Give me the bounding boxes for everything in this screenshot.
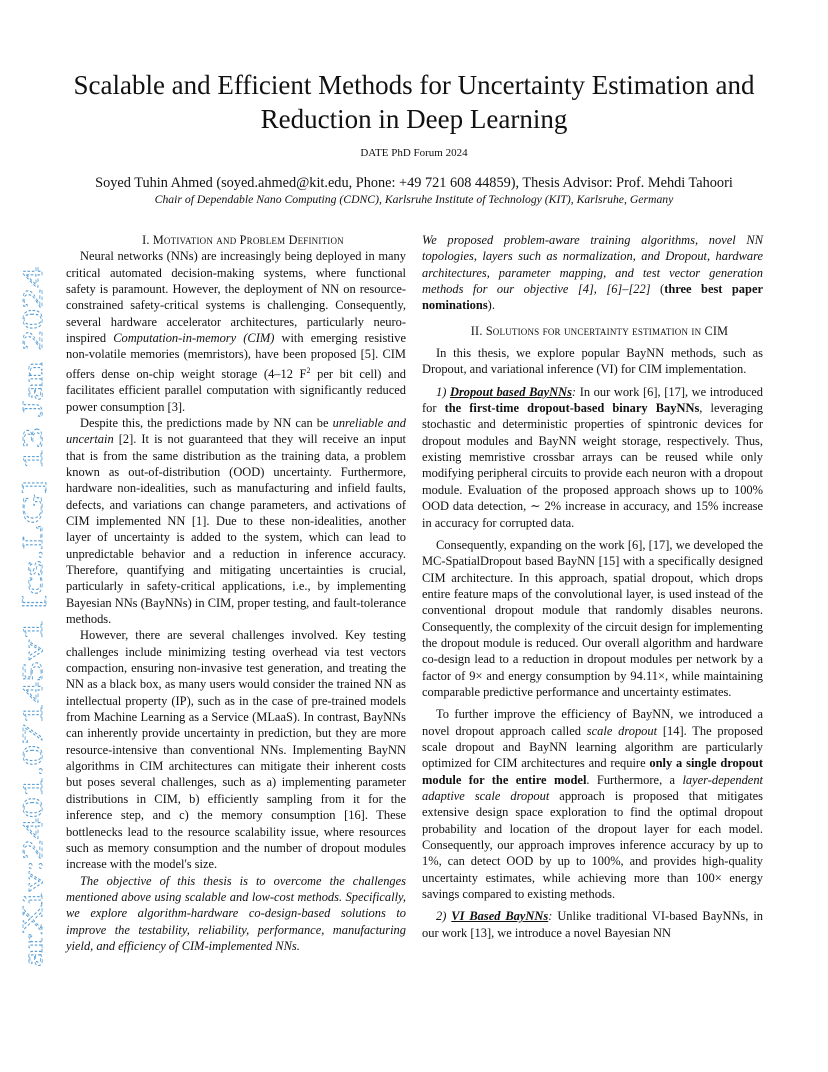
s2s2-title: VI Based BayNNs <box>451 909 549 924</box>
section-2-numeral: II. <box>470 323 486 338</box>
s1p1-d: per bit cell) and facilitates efficient parallel computation with significantly reduced power consumption [3]. <box>66 366 407 414</box>
rt-c: three best paper nominations <box>422 282 763 313</box>
subsection-vi <box>422 908 763 941</box>
section-1-paragraph-4 <box>66 873 406 955</box>
section-2-heading <box>422 323 763 339</box>
section-1-numeral: I. <box>142 233 153 247</box>
s2s1-c: , leveraging stochastic and deterministic properties of spintronic devices for dropout modules and BayNN weight storage, respectively. Thus, existing memristive crossbar arrays can be reused while only modifying peripheral circuits to provide each neuron with a dropout module. Evaluation of the proposed approach shows up to 100% OOD data detection, ∼ 2% increase in accuracy, and 15% increase in accuracy for corrupted data. <box>422 401 763 530</box>
s2p3-e: . Furthermore, a <box>586 772 683 787</box>
right-continuation <box>422 232 763 314</box>
s1p1-sup: 2 <box>306 365 311 375</box>
s2p3-g: approach is proposed that mitigates extensive design space exploration to find the optimal dropout probability and location of the dropout layer for each model. Consequently, our approach improves inference accuracy by up to 1%, can detect OOD by up to 100%, and provides high-quality uncertainty estimates, while achieving more than 100× energy savings compared to existing methods. <box>422 789 764 902</box>
s1p1-b: Computation-in-memory (CIM) <box>113 331 275 346</box>
rt-d: ). <box>487 298 495 313</box>
authors-line: Soyed Tuhin Ahmed (soyed.ahmed@kit.edu, Phone: +49 721 608 44859), Thesis Advisor: Prof. Mehdi Tahoori <box>95 175 733 191</box>
section-2-intro: In this thesis, we explore popular BayNN methods, such as Dropout, and variational inference (VI) for CIM implementation. <box>422 346 763 377</box>
section-1-paragraph-3: However, there are several challenges involved. Key testing challenges include minimizing testing overhead via test vectors compaction, ensuring non-invasive test generation, and treating the NN as a black box, as many users would consider the trained NN as intellectual property (IP), such as in the case of pre-trained models from Machine Learning as a Service (MLaaS). In contrast, BayNNs can inherently provide uncertainty in prediction, but they are more resource-intensive than conventional NNs. Implementing BayNN algorithms in CIM architectures can mitigate their inherent costs but poses several challenges, such as a) implementing parameter distributions in CIM, b) efficiently sampling from it for the inference step, and c) the memory consumption [16]. These bottlenecks lead to the resource scalability issue, where resources such as memory consumption and the number of dropout modules increase with the model's size. <box>66 628 406 872</box>
section-2-paragraph-2: Consequently, expanding on the work [6], [17], we developed the MC-SpatialDropout based BayNN [15] with a specifically designed CIM architecture. In this approach, spatial dropout, which drops entire feature maps of the convolutional layer, is used instead of the conventional dropout module that randomly disables neurons. Consequently, the complexity of the circuit design for implementing the dropout module is reduced. Our overall algorithm and hardware co-design lead to a reduction in dropout modules per network by a factor of 9× and energy consumption by 94.11×, while maintaining comparable predictive performance and uncertainty estimates. <box>422 537 763 699</box>
s2s1-a: In our work [6], [17], we introduced for <box>422 384 763 416</box>
right-column <box>422 232 763 941</box>
section-1-paragraph-1 <box>66 248 406 415</box>
s2s1-title: Dropout based BayNNs <box>449 384 572 399</box>
title-line-2: Reduction in Deep Learning <box>260 104 568 134</box>
section-1-title: Motivation and Problem Definition <box>152 233 344 247</box>
s2p3-f: layer-dependent adaptive scale dropout <box>422 772 763 803</box>
s1p1-c: with emerging resistive non-volatile memories (memristors), have been proposed [5]. CIM offers dense on-chip weight storage (4–12 F <box>66 331 406 381</box>
arxiv-stamp <box>18 265 50 970</box>
s2p3-c: [14]. The proposed scale dropout and BayNN learning algorithm are particularly optimized for CIM architectures and require <box>422 723 763 771</box>
section-2-title: Solutions for uncertainty estimation in CIM <box>485 323 729 338</box>
s2p3-b: scale dropout <box>586 723 658 738</box>
s1p2-a: Despite this, the predictions made by NN can be <box>80 415 333 430</box>
left-column <box>66 232 406 954</box>
rt-b: ( <box>650 282 665 297</box>
s2s1-colon: : <box>571 384 577 399</box>
s2s1-num: 1) <box>436 384 450 399</box>
s1p2-c: [2]. It is not guaranteed that they will receive an input that is from the same distribution as the training data, a problem known as out-of-distribution (OOD) uncertainty. Furthermore, hardware non-idealities, such as manufacturing and infield faults, defects, and variations can change parameters, and activations of CIM implemented NN [1]. Due to these non-idealities, another layer of uncertainty is added to the system, which can lead to unpredictable behavior and a reduction in inference accuracy. Therefore, quantifying and mitigating uncertainties is crucial, particularly in safety-critical applications, i.e., by implementing Bayesian NNs (BayNNs) in CIM, proper testing, and fault-tolerance methods. <box>66 432 406 627</box>
arxiv-stamp-graphic <box>18 265 50 970</box>
rt-a: We proposed problem-aware training algorithms, novel NN topologies, layers such as normalization, and Dropout, hardware architectures, parameter mapping, and test vector generation methods for our objective [4], [6]–[22] <box>422 233 763 297</box>
subsection-dropout <box>422 384 763 531</box>
section-2-paragraph-3 <box>422 706 763 902</box>
s1p1-a: Neural networks (NNs) are increasingly being deployed in many critical automated decision-making systems, where functional safety is paramount. However, the deployment of NN on resource-constrained safety-critical systems is challenging. Consequently, several hardware accelerator architectures, particularly neuro-inspired <box>66 249 406 346</box>
section-1-paragraph-2 <box>66 415 406 627</box>
s1p4-text: The objective of this thesis is to overcome the challenges mentioned above using scalable and low-cost methods. Specifically, we explore algorithm-hardware co-design-based solutions to improve the testability, reliability, performance, manufacturing yield, and efficiency of CIM-implemented NNs. <box>66 873 406 953</box>
s1p2-b: unreliable and uncertain <box>66 415 406 447</box>
title-line-1: Scalable and Efficient Methods for Uncertainty Estimation and <box>73 70 755 100</box>
arxiv-stamp-text: arXiv:2401.07145v1 [cs.LG] 13 Jan 2024 <box>18 482 49 967</box>
s2s2-num: 2) <box>436 909 452 924</box>
s2p3-d: only a single dropout module for the entire model <box>422 756 763 787</box>
affiliation-line: Chair of Dependable Nano Computing (CDNC), Karlsruhe Institute of Technology (KIT), Karlsruhe, Germany <box>154 193 674 206</box>
s2s1-b: the first-time dropout-based binary BayNNs <box>444 401 700 416</box>
s2s2-colon: : <box>548 909 553 924</box>
paper-title <box>40 68 788 136</box>
section-1-heading <box>66 232 406 248</box>
s2s2-a: Unlike traditional VI-based BayNNs, in our work [13], we introduce a novel Bayesian NN <box>422 909 763 940</box>
s2p3-a: To further improve the efficiency of BayNN, we introduced a novel dropout approach called <box>422 707 763 738</box>
forum-line: DATE PhD Forum 2024 <box>360 147 468 159</box>
